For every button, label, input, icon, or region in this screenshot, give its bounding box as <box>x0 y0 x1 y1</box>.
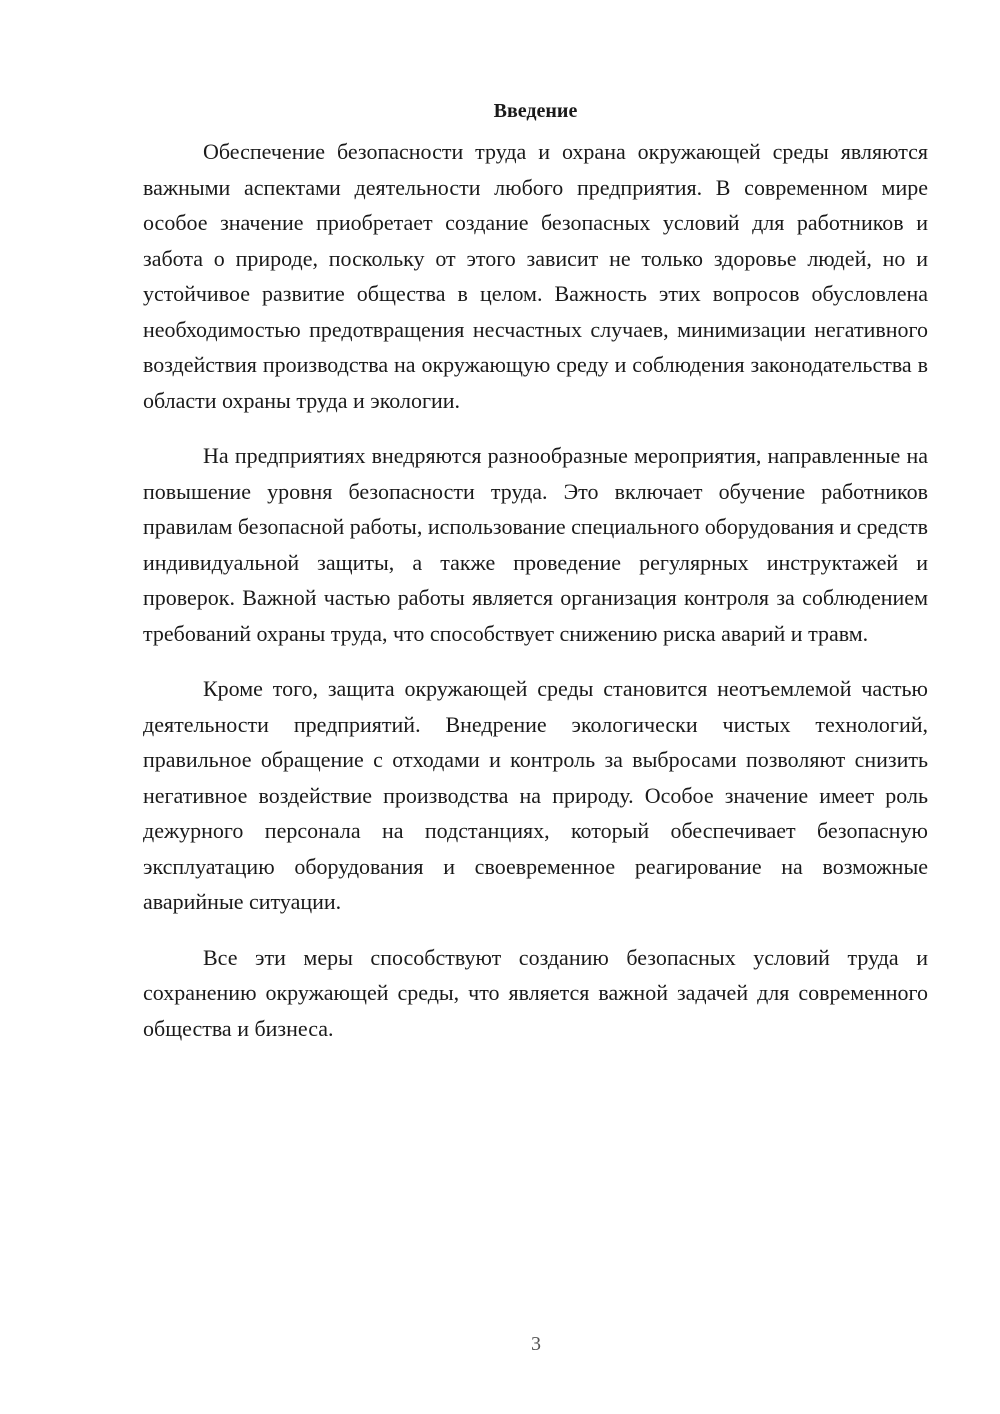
section-title: Введение <box>493 100 578 122</box>
paragraph-2: На предприятиях внедряются разнообразные мероприятия, направленные на повышение уровня безопасности труда. Это включает обучение работников правилам безопасной работы, использование специального оборудования и средств индивидуальной защиты, а также проведение регулярных инструктажей и проверок. Важной частью работы является организация контроля за соблюдением требований охраны труда, что способствует снижению риска аварий и травм. <box>143 443 928 646</box>
paragraph-4: Все эти меры способствуют созданию безопасных условий труда и сохранению окружающей среды, что является важной задачей для современного общества и бизнеса. <box>143 944 928 1041</box>
page-number: 3 <box>531 1333 541 1355</box>
document-body <box>143 96 928 1066</box>
paragraph-1: Обеспечение безопасности труда и охрана окружающей среды являются важными аспектами деятельности любого предприятия. В современном мире особое значение приобретает создание безопасных условий для работников и забота о природе, поскольку от этого зависит не только здоровье людей, но и устойчивое развитие общества в целом. Важность этих вопросов обусловлена необходимостью предотвращения несчастных случаев, минимизации негативного воздействия производства на окружающую среду и соблюдения законодательства в области охраны труда и экологии. <box>143 139 928 413</box>
paragraph-3: Кроме того, защита окружающей среды становится неотъемлемой частью деятельности предприятий. Внедрение экологически чистых технологий, правильное обращение с отходами и контроль за выбросами позволяют снизить негативное воздействие производства на природу. Особое значение имеет роль дежурного персонала на подстанциях, который обеспечивает безопасную эксплуатацию оборудования и своевременное реагирование на возможные аварийные ситуации. <box>143 676 928 914</box>
